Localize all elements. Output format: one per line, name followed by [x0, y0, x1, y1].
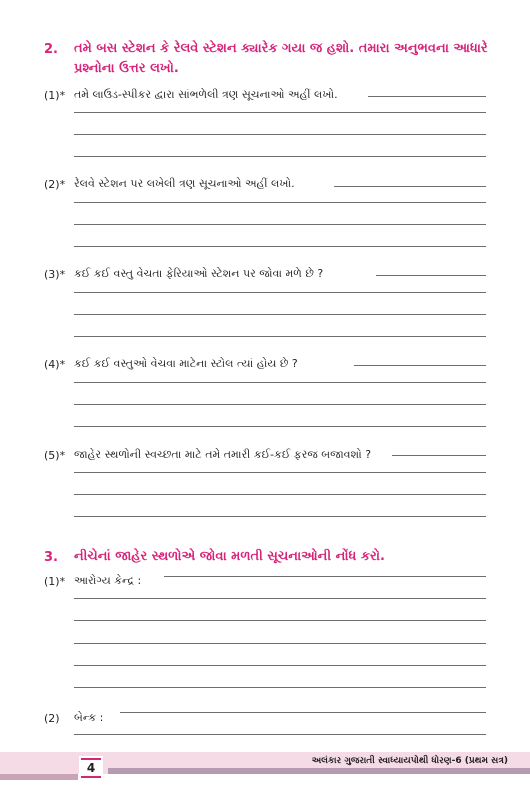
question-1-text: તમે લાઉડ-સ્પીકર દ્વારા સાંભળેલી ત્રણ સૂચનાઓ અહીં લખો. — [74, 88, 338, 101]
question-5-text: જાહેર સ્થળોની સ્વચ્છતા માટે તમે તમારી કઈ-કઈ ફરજ બજાવશો ? — [74, 448, 372, 461]
section-2-title-line-2: પ્રશ્નોના ઉત્તર લખો. — [74, 61, 179, 76]
answer-line[interactable] — [354, 365, 486, 366]
answer-line[interactable] — [74, 246, 486, 247]
answer-line[interactable] — [392, 455, 486, 456]
answer-line[interactable] — [74, 620, 486, 621]
question-5-number: (5)* — [44, 449, 66, 462]
book-title: અલંકાર ગુજરાતી સ્વાધ્યાયપોથી ધોરણ-6 (પ્રથમ સત્ર) — [311, 756, 508, 766]
section-3-item-2-number: (2) — [44, 712, 60, 725]
question-2-number: (2)* — [44, 178, 66, 191]
question-3-number: (3)* — [44, 268, 66, 281]
answer-line[interactable] — [74, 336, 486, 337]
section-3-item-1-label: આરોગ્ય કેન્દ્ર : — [74, 574, 142, 587]
question-2-text: રેલવે સ્ટેશન પર લખેલી ત્રણ સૂચનાઓ અહીં લખો. — [74, 177, 295, 190]
answer-line[interactable] — [74, 734, 486, 735]
answer-line[interactable] — [164, 576, 486, 577]
question-4-text: કઈ કઈ વસ્તુઓ વેચવા માટેના સ્ટોલ ત્યાં હોય છે ? — [74, 357, 298, 370]
footer-strip-right — [108, 768, 530, 774]
section-3-item-1-number: (1)* — [44, 575, 66, 588]
answer-line[interactable] — [74, 687, 486, 688]
question-3-text: કઈ કઈ વસ્તુ વેચતા ફેરિયાઓ સ્ટેશન પર જોવા મળે છે ? — [74, 267, 324, 280]
section-3-title: નીચેનાં જાહેર સ્થળોએ જોવા મળતી સૂચનાઓની નોંધ કરો. — [74, 549, 385, 564]
answer-line[interactable] — [74, 134, 486, 135]
answer-line[interactable] — [376, 275, 486, 276]
answer-line[interactable] — [74, 598, 486, 599]
answer-line[interactable] — [74, 404, 486, 405]
answer-line[interactable] — [74, 156, 486, 157]
question-4-number: (4)* — [44, 358, 66, 371]
answer-line[interactable] — [74, 202, 486, 203]
answer-line[interactable] — [74, 472, 486, 473]
answer-line[interactable] — [74, 516, 486, 517]
answer-line[interactable] — [74, 494, 486, 495]
section-3-number: 3. — [44, 550, 58, 565]
section-2-number: 2. — [44, 42, 58, 57]
page-number: 4 — [81, 760, 101, 776]
answer-line[interactable] — [74, 314, 486, 315]
answer-line[interactable] — [120, 712, 486, 713]
answer-line[interactable] — [74, 665, 486, 666]
page-number-badge — [79, 756, 103, 780]
answer-line[interactable] — [74, 112, 486, 113]
section-2-title-line-1: તમે બસ સ્ટેશન કે રેલવે સ્ટેશન ક્યારેક ગયા જ હશો. તમારા અનુભવના આધારે — [74, 41, 488, 56]
answer-line[interactable] — [74, 426, 486, 427]
section-3-item-2-label: બેન્ક : — [74, 711, 104, 724]
footer-strip-left — [0, 774, 78, 780]
answer-line[interactable] — [334, 186, 486, 187]
answer-line[interactable] — [74, 643, 486, 644]
answer-line[interactable] — [74, 292, 486, 293]
answer-line[interactable] — [74, 382, 486, 383]
answer-line[interactable] — [368, 96, 486, 97]
question-1-number: (1)* — [44, 89, 66, 102]
answer-line[interactable] — [74, 224, 486, 225]
